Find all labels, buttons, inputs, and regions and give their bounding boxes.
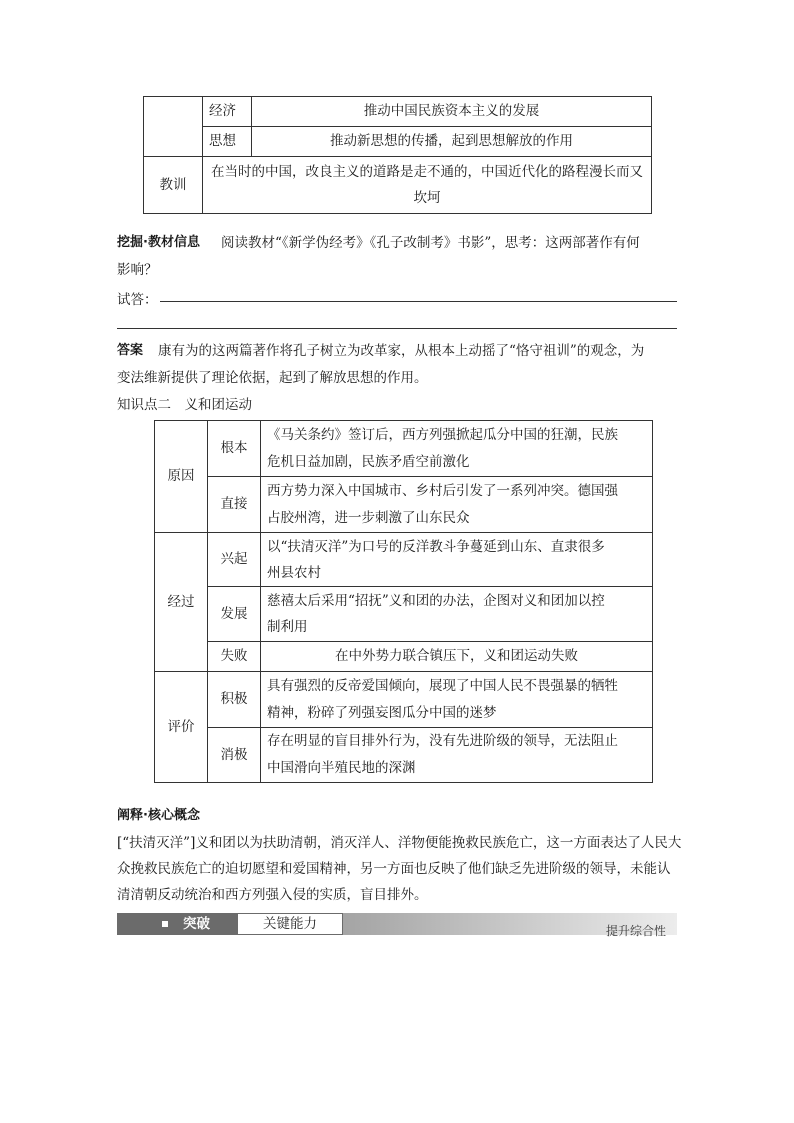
square-icon	[162, 921, 168, 927]
question-text-1: 阅读教材“《新学伪经考》《孔子改制考》书影”，思考：这两部著作有何	[221, 235, 640, 251]
category-thought: 思想	[203, 127, 252, 157]
banner-right-text: 提升综合性	[606, 924, 667, 938]
cell-line: 慈禧太后采用“招抚”义和团的办法，企图对义和团加以控	[267, 593, 605, 609]
cell-line: 西方势力深入中国城市、乡村后引发了一系列冲突。德国强	[267, 482, 618, 499]
sub-failure: 失败	[208, 642, 261, 672]
cell-direct	[261, 477, 653, 533]
cell-line: 制利用	[267, 619, 308, 635]
cell-negative	[261, 728, 653, 783]
category-economy: 经济	[203, 97, 252, 127]
attempt-label: 试答：	[117, 292, 158, 308]
cell-positive	[261, 672, 653, 728]
boxer-movement-table	[154, 420, 653, 783]
cell-line: 州县农村	[267, 564, 321, 581]
cell-line: 占胶州湾，进一步刺激了山东民众	[267, 509, 470, 526]
cell-failure: 在中外势力联合镇压下，义和团运动失败	[261, 642, 653, 672]
cell-root	[261, 421, 653, 477]
answer-text-1: 康有为的这两篇著作将孔子树立为改革家，从根本上动摇了“恪守祖训”的观念，为	[158, 343, 645, 359]
cell-line: 以“扶清灭洋”为口号的反洋教斗争蔓延到山东、直隶很多	[267, 538, 605, 555]
lesson-label: 教训	[144, 157, 203, 214]
economy-content: 推动中国民族资本主义的发展	[252, 97, 652, 127]
lesson-line-1: 在当时的中国，改良主义的道路是走不通的，中国近代化的路程漫长而又	[211, 164, 643, 180]
banner-middle-text: 关键能力	[237, 913, 343, 935]
sub-rise: 兴起	[208, 533, 261, 587]
answer-text-2: 变法维新提供了理论依据，起到了解放思想的作用。	[117, 370, 428, 386]
concept-text: [“扶清灭洋”]义和团以为扶助清朝，消灭洋人、洋物便能挽救民族危亡，这一方面表达了人民大众挽救民族危亡的迫切愿望和爱国精神，另一方面也反映了他们缺乏先进阶级的领导，未能认清清朝反动统治和西方列强入侵的实质，盲目排外。	[117, 835, 682, 903]
cell-line: 《马关条约》签订后，西方列强掀起瓜分中国的狂潮，民族	[267, 426, 618, 443]
blank-cell	[144, 97, 203, 157]
group-cause: 原因	[155, 421, 208, 533]
sub-negative: 消极	[208, 728, 261, 783]
cell-development	[261, 587, 653, 642]
question-text-2: 影响？	[117, 262, 158, 278]
banner-left	[117, 913, 237, 935]
question-label: 挖掘·教材信息	[117, 235, 200, 250]
cell-line: 精神，粉碎了列强妄图瓜分中国的迷梦	[267, 704, 497, 721]
influence-table	[143, 96, 652, 214]
concept-label: 阐释·核心概念	[117, 808, 200, 823]
thought-content: 推动新思想的传播，起到思想解放的作用	[252, 127, 652, 157]
answer-label: 答案	[117, 343, 144, 358]
group-evaluation: 评价	[155, 672, 208, 783]
cell-line: 存在明显的盲目排外行为，没有先进阶级的领导，无法阻止	[267, 733, 618, 749]
knowledge-point-title: 知识点二 义和团运动	[117, 397, 252, 413]
cell-line: 中国滑向半殖民地的深渊	[267, 760, 416, 776]
lesson-line-2: 坎坷	[413, 190, 441, 206]
lesson-content	[203, 157, 652, 214]
cell-rise	[261, 533, 653, 587]
cell-line: 危机日益加剧，民族矛盾空前激化	[267, 453, 470, 470]
answer-line-2	[117, 328, 677, 329]
sub-development: 发展	[208, 587, 261, 642]
section-banner	[117, 913, 677, 935]
sub-positive: 积极	[208, 672, 261, 728]
group-process: 经过	[155, 533, 208, 672]
banner-left-text: 突破	[183, 916, 210, 932]
sub-direct: 直接	[208, 477, 261, 533]
cell-line: 具有强烈的反帝爱国倾向，展现了中国人民不畏强暴的牺牲	[267, 677, 618, 694]
sub-root: 根本	[208, 421, 261, 477]
answer-line-1	[160, 301, 677, 302]
